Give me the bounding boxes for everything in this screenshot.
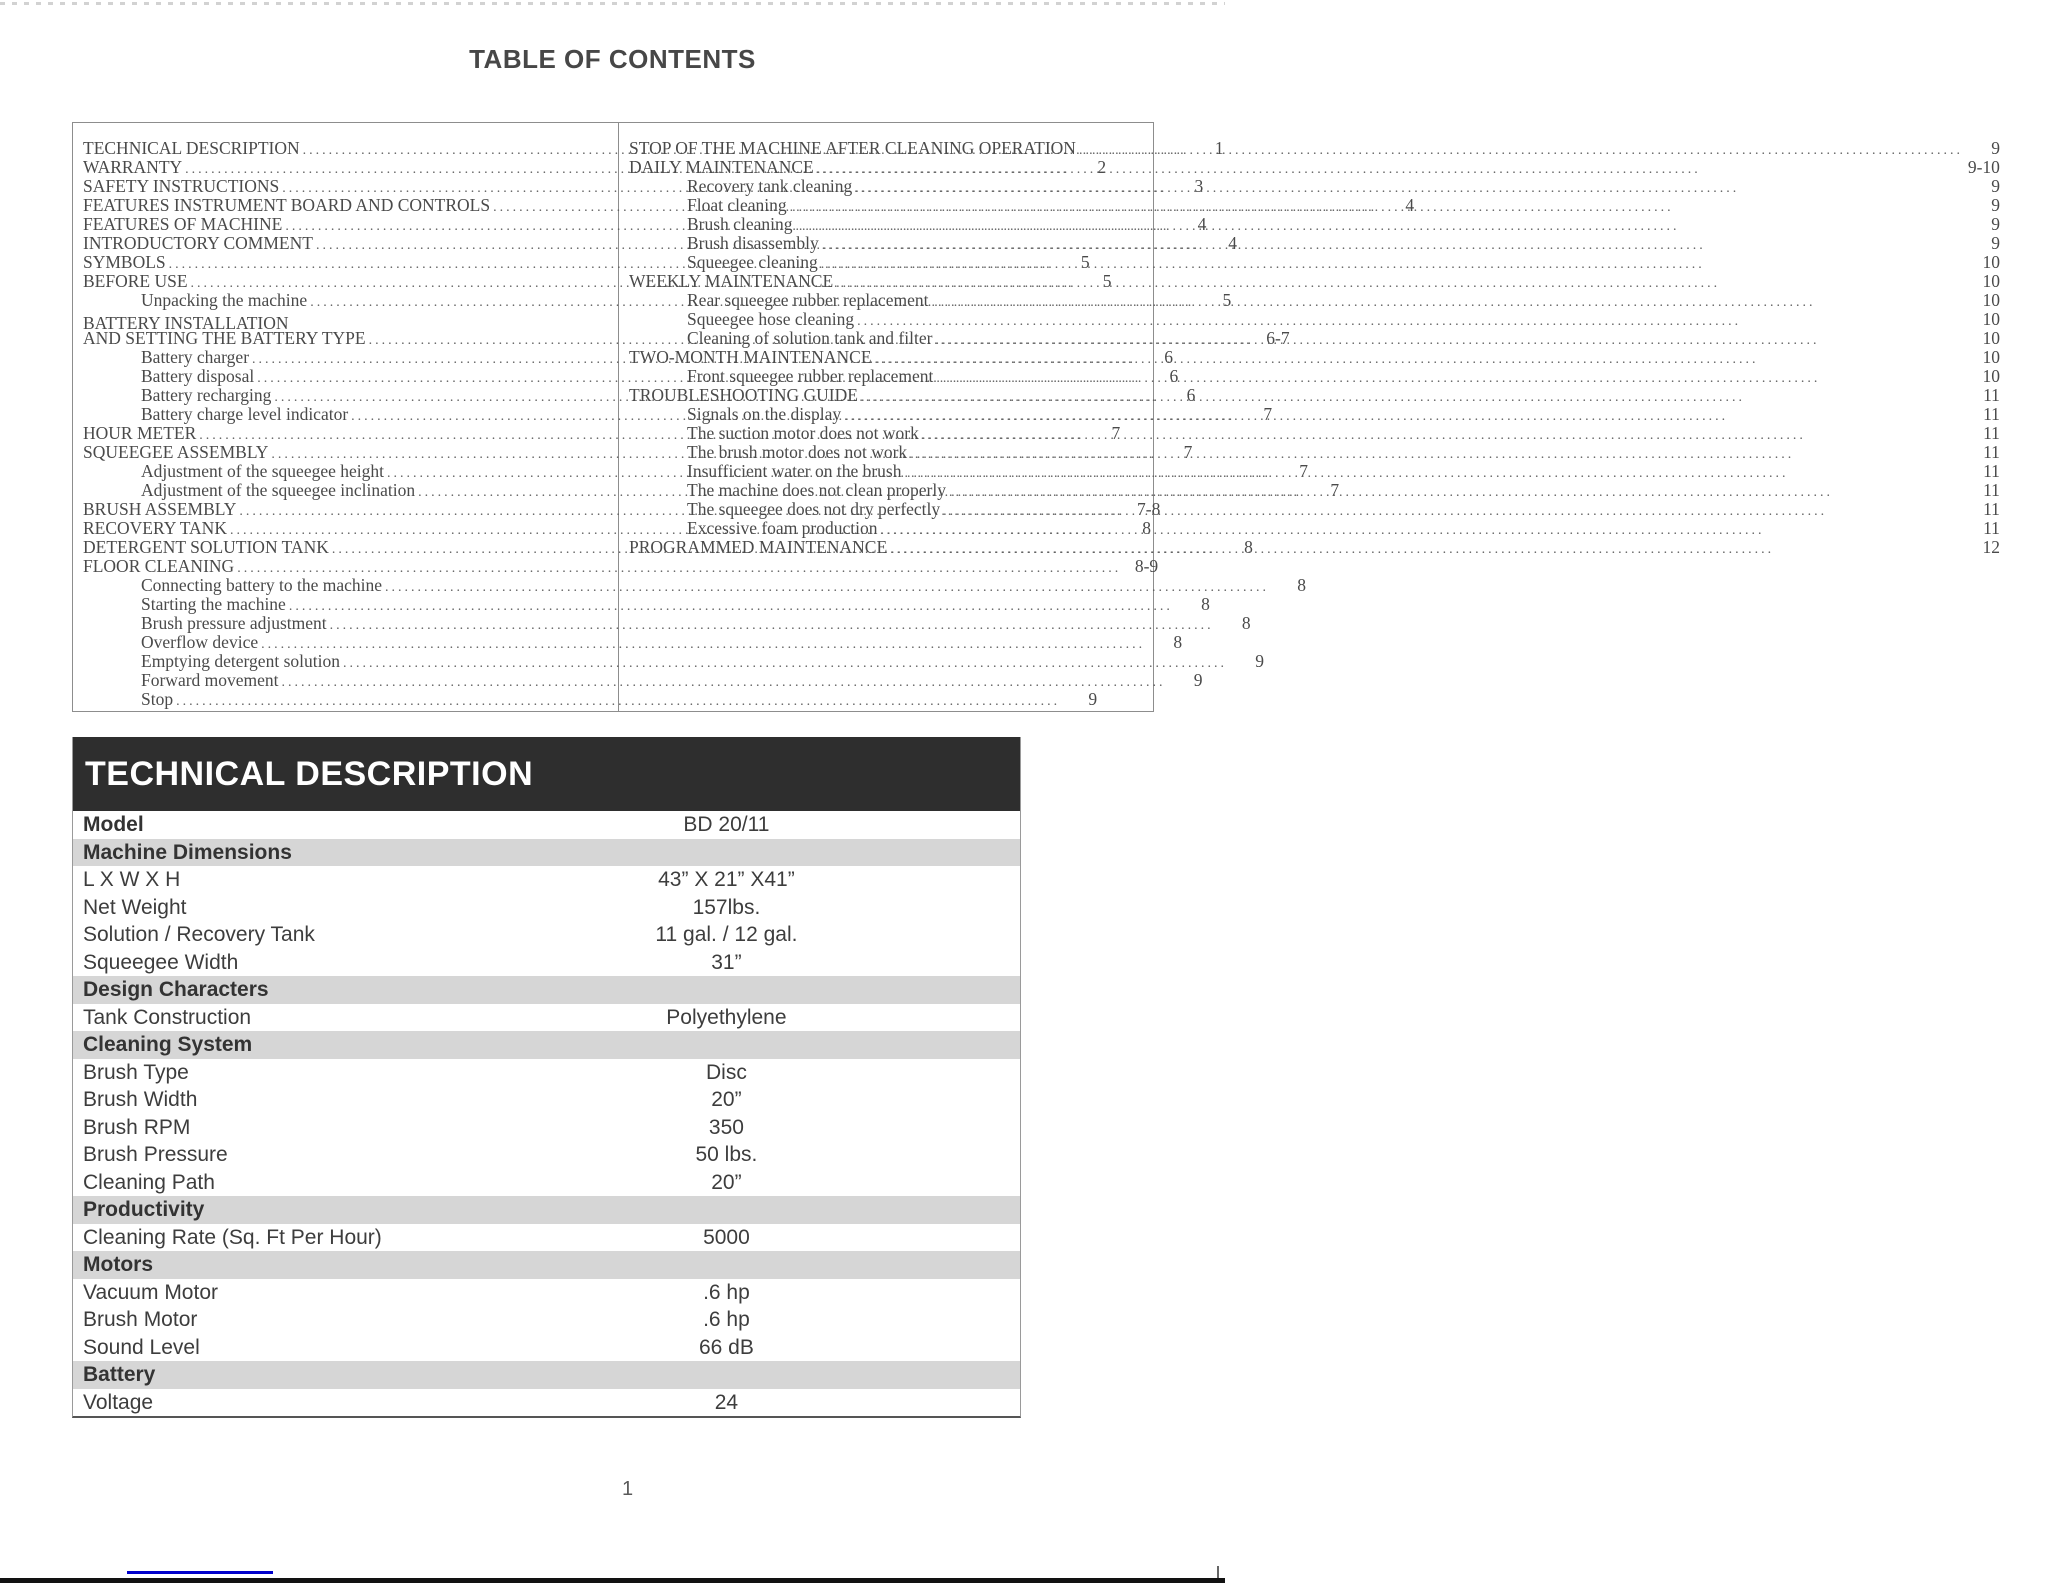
toc-entry-dot-leader: [821, 253, 1963, 272]
toc-entry-page-number: 4: [1405, 195, 1415, 215]
toc-entry-label: Signals on the display: [687, 404, 842, 424]
toc-entry: [629, 196, 2000, 215]
toc-entry: [83, 689, 1098, 709]
toc-entry-dot-leader: [943, 500, 1963, 519]
toc-entry-label: Cleaning of solution tank and filter: [687, 328, 933, 348]
toc-entry-label: Emptying detergent solution: [141, 651, 340, 671]
toc-entry: [83, 556, 1159, 576]
spec-value: 11 gal. / 12 gal.: [655, 923, 798, 946]
toc-entry: [629, 348, 2000, 367]
spec-row: [73, 894, 1020, 922]
toc-entry-label: Float cleaning: [687, 195, 787, 215]
spec-value: BD 20/11: [683, 813, 770, 836]
spec-row: [73, 1389, 1020, 1417]
spec-label: Design Characters: [83, 978, 269, 1001]
toc-entry-page-number: 9: [1991, 195, 2000, 215]
toc-entry-label: FEATURES INSTRUMENT BOARD AND CONTROLS: [83, 195, 491, 215]
spec-section-row: [73, 1031, 1020, 1059]
toc-entry-dot-leader: [855, 177, 1963, 196]
spec-label: Tank Construction: [83, 1005, 252, 1029]
toc-entry-page-number: 8-9: [1134, 556, 1159, 576]
toc-entry-label: SYMBOLS: [83, 252, 166, 272]
spec-value: .6 hp: [703, 1280, 750, 1304]
toc-entry-dot-leader: [1079, 139, 1963, 158]
toc-entry-page-number: 11: [1983, 480, 2000, 500]
toc-entry-label: Stop: [141, 689, 174, 709]
toc-entry-page-number: 9: [1991, 233, 2000, 253]
spec-row: [73, 1114, 1020, 1142]
toc-entry: [83, 670, 1203, 690]
toc-entry-label: Forward movement: [141, 670, 279, 690]
toc-entry-page-number: 10: [1982, 309, 2000, 329]
toc-entry-page-number: 10: [1982, 328, 2000, 348]
spec-row: [73, 811, 1020, 839]
spec-label: Brush Pressure: [83, 1143, 228, 1166]
toc-entry-dot-leader: [790, 196, 1963, 215]
toc-entry-page-number: 4: [1228, 233, 1237, 253]
toc-entry-page-number: 10: [1982, 347, 2000, 367]
toc-entry-label: RECOVERY TANK: [83, 518, 227, 538]
toc-entry: [629, 443, 2000, 462]
toc-entry-dot-leader: [936, 367, 1963, 386]
page-number: 1: [621, 1478, 634, 1500]
spec-label: Machine Dimensions: [83, 840, 292, 864]
toc-entry-label: The squeegee does not dry perfectly: [687, 499, 941, 519]
toc-entry-page-number: 6: [1186, 385, 1196, 405]
spec-value: 20”: [711, 1088, 742, 1111]
toc-entry-dot-leader: [922, 424, 1963, 443]
toc-entry: [629, 500, 2000, 519]
toc-entry-label: Battery charge level indicator: [141, 404, 349, 424]
toc-entry: [629, 272, 2000, 291]
toc-entry-page-number: 8: [1173, 632, 1183, 652]
toc-entry-label: Recovery tank cleaning: [687, 176, 853, 196]
toc-entry: [629, 519, 2000, 538]
toc-entry-page-number: 8: [1241, 613, 1251, 633]
toc-entry-dot-leader: [890, 538, 1963, 557]
toc-entry-label: The machine does not clean properly: [687, 480, 946, 500]
toc-entry-page-number: 11: [1983, 404, 2000, 424]
toc-entry: [83, 310, 580, 333]
toc-entry: [629, 234, 2000, 253]
toc-entry: [629, 405, 2000, 424]
spec-row: [73, 1059, 1020, 1087]
toc-entry-label: PROGRAMMED MAINTENANCE: [629, 537, 888, 557]
toc-entry-page-number: 11: [1983, 423, 2000, 443]
toc-entry-page-number: 7: [1183, 442, 1193, 462]
toc-entry: [629, 329, 2000, 348]
toc-entry-page-number: 7-8: [1137, 499, 1161, 519]
toc-entry-label: SQUEEGEE ASSEMBLY: [83, 442, 269, 462]
toc-entry-dot-leader: [822, 234, 1963, 253]
spec-row: [73, 1334, 1020, 1362]
spec-section-row: [73, 1361, 1020, 1389]
toc-entry: [83, 575, 1307, 595]
toc-entry-label: Brush cleaning: [687, 214, 793, 234]
toc-entry-dot-leader: [861, 386, 1963, 405]
toc-entry-page-number: 6: [1169, 366, 1179, 386]
toc-entry-dot-leader: [795, 215, 1962, 234]
toc-entry: [629, 253, 2000, 272]
toc-entry-label: TECHNICAL DESCRIPTION: [83, 138, 300, 158]
toc-entry-label: Front squeegee rubber replacement: [687, 366, 934, 386]
scan-edge-top: [0, 2, 1225, 5]
toc-entry-label: The brush motor does not work: [687, 442, 908, 462]
toc-entry: [629, 481, 2000, 500]
toc-entry-page-number: 11: [1983, 499, 2000, 519]
spec-value: Disc: [706, 1060, 747, 1084]
toc-entry-page-number: 9: [1991, 138, 2000, 158]
spec-row: [73, 1279, 1020, 1307]
spec-section-row: [73, 839, 1020, 867]
toc-entry-label: Squeegee hose cleaning: [687, 309, 855, 329]
toc-entry-dot-leader: [949, 481, 1963, 500]
toc-entry-label: BRUSH ASSEMBLY: [83, 499, 237, 519]
spec-rows: [73, 811, 1020, 1416]
page-title: TABLE OF CONTENTS: [469, 44, 756, 74]
toc-entry-label: FLOOR CLEANING: [83, 556, 235, 576]
toc-entry-label: The suction motor does not work: [687, 423, 919, 443]
toc-entry-label: Squeegee cleaning: [687, 252, 818, 272]
spec-value: 50 lbs.: [695, 1143, 758, 1166]
toc-entry-label: Battery disposal: [141, 366, 255, 386]
toc-entry-label: HOUR METER: [83, 423, 197, 443]
spec-label: Sound Level: [83, 1335, 200, 1359]
spec-value: 31”: [711, 950, 742, 974]
spec-label: Motors: [83, 1253, 153, 1276]
scan-edge-right-tick: [1217, 1566, 1219, 1578]
spec-label: Model: [83, 813, 144, 836]
spec-label: Squeegee Width: [83, 950, 239, 974]
toc-entry-dot-leader: [292, 310, 543, 329]
scan-edge-bottom: [0, 1578, 1225, 1583]
spec-label: Solution / Recovery Tank: [83, 923, 315, 946]
toc-entry-page-number: 5: [1102, 271, 1112, 291]
toc-entry-page-number: 7: [1111, 423, 1121, 443]
spec-row: [73, 1086, 1020, 1114]
toc-entry-page-number: 10: [1982, 366, 2000, 386]
toc-entry-page-number: 9: [1991, 214, 2000, 234]
toc-entry-label: Connecting battery to the machine: [141, 575, 383, 595]
spec-value: 20”: [711, 1170, 742, 1194]
spec-value: 5000: [703, 1225, 750, 1249]
toc-entry-label: SAFETY INSTRUCTIONS: [83, 176, 280, 196]
toc-entry: [629, 139, 2000, 158]
spec-label: Cleaning System: [83, 1033, 253, 1056]
technical-description-header: TECHNICAL DESCRIPTION: [73, 737, 1020, 811]
spec-value: 43” X 21” X41”: [658, 868, 795, 891]
spec-label: L X W X H: [83, 868, 181, 891]
toc-entry-label: DAILY MAINTENANCE: [629, 157, 814, 177]
toc-entry: [629, 367, 2000, 386]
toc-entry-label: Battery recharging: [141, 385, 272, 405]
spec-row: [73, 1004, 1020, 1032]
toc-entry-dot-leader: [844, 405, 1963, 424]
toc-entry-label: AND SETTING THE BATTERY TYPE: [83, 328, 366, 348]
toc-entry-page-number: 10: [1982, 290, 2000, 310]
spec-label: Battery: [83, 1363, 156, 1386]
toc-entry: [629, 158, 2000, 177]
spec-label: Brush RPM: [83, 1115, 191, 1139]
spec-label: Brush Motor: [83, 1308, 198, 1331]
spec-row: [73, 1169, 1020, 1197]
toc-entry-page-number: 8: [1297, 575, 1307, 595]
toc-entry-page-number: 7: [1299, 461, 1308, 481]
toc-entry-dot-leader: [881, 519, 1963, 538]
toc-entry-label: Excessive foam production: [687, 518, 878, 538]
spec-row: [73, 921, 1020, 949]
toc-entry-page-number: 10: [1982, 271, 2000, 291]
toc-entry-label: TWO-MONTH MAINTENANCE: [629, 347, 872, 367]
toc-entry-label: FEATURES OF MACHINE: [83, 214, 283, 234]
spec-section-row: [73, 1251, 1020, 1279]
toc-entry-dot-leader: [875, 348, 1963, 367]
spec-value: 24: [714, 1390, 739, 1414]
toc-entry-page-number: 9: [1193, 670, 1203, 690]
toc-entry-page-number: 8: [1142, 518, 1151, 538]
toc-entry-page-number: 10: [1982, 252, 2000, 272]
toc-entry: [629, 177, 2000, 196]
spec-value: .6 hp: [703, 1308, 750, 1331]
spec-row: [73, 1306, 1020, 1334]
toc-entry-page-number: 8: [1201, 594, 1210, 614]
toc-entry-label: Unpacking the machine: [141, 290, 308, 310]
toc-entry-dot-leader: [910, 443, 1963, 462]
toc-entry-page-number: 9-10: [1967, 157, 2000, 177]
spec-label: Cleaning Rate (Sq. Ft Per Hour): [83, 1225, 382, 1249]
toc-entry-page-number: 6: [1164, 347, 1174, 367]
toc-entry-page-number: 5: [1080, 252, 1090, 272]
toc-entry-dot-leader: [836, 272, 1963, 291]
toc-entry-label: Brush pressure adjustment: [141, 613, 327, 633]
spec-row: [73, 1224, 1020, 1252]
toc-entry-dot-leader: [817, 158, 1963, 177]
toc-entry-page-number: 8: [1244, 537, 1253, 557]
toc-entry-label: TROUBLESHOOTING GUIDE: [629, 385, 858, 405]
toc-entry-label: Insufficient water on the brush: [687, 461, 902, 481]
toc-entry-page-number: 11: [1983, 385, 2000, 405]
spec-section-row: [73, 976, 1020, 1004]
spec-value: Polyethylene: [666, 1005, 787, 1029]
toc-entry: [83, 632, 1183, 652]
table-of-contents: [72, 122, 2000, 712]
toc-entry-label: WARRANTY: [83, 157, 183, 177]
toc-entry: [629, 386, 2000, 405]
spec-row: [73, 866, 1020, 894]
toc-entry-page-number: 9: [1088, 689, 1098, 709]
spec-label: Vacuum Motor: [83, 1280, 218, 1304]
spec-label: Productivity: [83, 1198, 205, 1221]
toc-entry-label: Brush disassembly: [687, 233, 819, 253]
toc-entry-label: Rear squeegee rubber replacement: [687, 290, 929, 310]
toc-entry-label: DETERGENT SOLUTION TANK: [83, 537, 329, 557]
toc-entry-page-number: 7: [1263, 404, 1273, 424]
toc-entry: [629, 291, 2000, 310]
toc-entry-page-number: 11: [1983, 442, 2000, 462]
spec-value: 157lbs.: [692, 895, 761, 919]
toc-entry: [629, 424, 2000, 443]
footer-blue-underline: [127, 1571, 273, 1574]
toc-entry: [629, 538, 2000, 557]
toc-entry-label: BATTERY INSTALLATION: [83, 313, 289, 333]
toc-entry-label: BEFORE USE: [83, 271, 188, 291]
toc-entry-label: Starting the machine: [141, 594, 286, 614]
toc-entry: [629, 310, 2000, 329]
toc-entry-label: STOP OF THE MACHINE AFTER CLEANING OPERATION: [629, 138, 1076, 158]
spec-value: 350: [708, 1115, 744, 1139]
toc-entry-label: Adjustment of the squeegee height: [141, 461, 384, 481]
toc-entry: [83, 613, 1251, 633]
toc-entry-page-number: 11: [1983, 518, 2000, 538]
toc-entry-page-number: 9: [1255, 651, 1264, 671]
toc-entry-label: Adjustment of the squeegee inclination: [141, 480, 416, 500]
toc-entry-dot-leader: [857, 310, 1963, 329]
toc-entry-label: Battery charger: [141, 347, 250, 367]
toc-entry-page-number: 9: [1991, 176, 2000, 196]
technical-description-table: [72, 737, 1021, 1418]
spec-label: Net Weight: [83, 895, 187, 919]
spec-section-row: [73, 1196, 1020, 1224]
toc-entry-dot-leader: [931, 291, 1962, 310]
spec-label: Brush Type: [83, 1060, 189, 1084]
toc-entry-page-number: 6-7: [1266, 328, 1290, 348]
toc-entry-label: WEEKLY MAINTENANCE: [629, 271, 834, 291]
spec-row: [73, 949, 1020, 977]
toc-entry-page-number: 2: [1097, 157, 1107, 177]
toc-entry-label: INTRODUCTORY COMMENT: [83, 233, 313, 253]
spec-label: Voltage: [83, 1390, 154, 1414]
toc-right-column: [619, 123, 2046, 711]
toc-entry-dot-leader: [935, 329, 1963, 348]
spec-label: Cleaning Path: [83, 1170, 215, 1194]
toc-entry-dot-leader: [904, 462, 1962, 481]
toc-entry: [83, 651, 1264, 671]
toc-entry-page-number: 3: [1194, 176, 1204, 196]
toc-entry: [629, 462, 2000, 481]
toc-entry: [83, 594, 1210, 614]
spec-label: Brush Width: [83, 1088, 198, 1111]
toc-entry-page-number: 1: [1214, 138, 1224, 158]
toc-entry-page-number: 12: [1982, 537, 2000, 557]
toc-entry-page-number: 7: [1330, 480, 1340, 500]
spec-row: [73, 1141, 1020, 1169]
toc-entry-page-number: 11: [1983, 461, 2000, 481]
toc-entry-label: Overflow device: [141, 632, 259, 652]
toc-entry: [629, 215, 2000, 234]
toc-entry-page-number: 5: [1222, 290, 1232, 310]
toc-entry-page-number: 4: [1197, 214, 1207, 234]
spec-value: 66 dB: [698, 1335, 754, 1359]
